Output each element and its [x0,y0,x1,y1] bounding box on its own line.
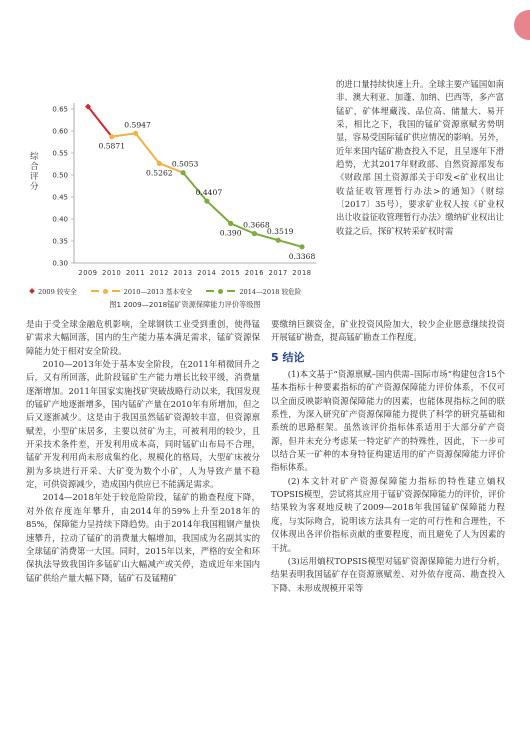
data-point [181,170,186,175]
page-corner-tab [514,10,530,40]
paragraph: (3)运用熵权TOPSIS模型对锰矿资源保障能力进行分析，结果表明我国锰矿存在资源禀赋差、对外依存度高、勘查投入下降、未形成规模开采等 [271,555,505,593]
x-tick-label: 2016 [244,269,265,277]
data-label: 0.3368 [288,251,316,261]
data-label: 0.5947 [124,120,151,130]
data-label: 0.390 [219,228,242,238]
y-tick-label: 0.35 [52,237,68,246]
y-tick-label: 0.45 [52,193,68,202]
x-tick-label: 2011 [125,269,146,277]
legend-marker-red [29,288,35,294]
chart-y-axis-label: 综合评分 [30,152,39,192]
y-tick-label: 0.60 [52,127,68,136]
right-column-text [271,318,505,595]
data-point [109,134,114,139]
legend-item-2010-2013 [91,286,193,296]
data-point [228,221,233,226]
legend-label-2010-2013: 2010—2013 基本安全 [123,288,193,296]
paragraph: 2010—2013年处于基本安全阶段，在2011年稍微回升之后，又有所回落，此阶段锰矿生产能力增长比较平缓，消费量逐渐增加。2011年国家实施找矿突破战略行动以来，我国发现的锰矿产地逐渐增多，国内锰矿产量在2010年有所增加，但之后又逐渐减少。这是由于我国虽然锰矿资源较丰富，但资源禀赋差，小型矿床居多，主要以贫矿为主，可被利用的较少，且开采技术条件差，开发利用成本高，同时锰矿山布局不合理，锰矿开发利用尚未形成集约化、规模化的格局，大型矿床被分割为多块进行开采、大矿变为数个小矿，人为导致产量不稳定，可供资源减少，造成国内供应已不能满足需求。 [26,359,260,490]
data-point [204,198,209,203]
data-label: 0.5053 [171,159,199,169]
legend-marker-orange [103,289,108,294]
x-tick-label: 2017 [268,269,288,277]
x-tick-label: 2009 [78,269,98,277]
y-tick-label: 0.30 [52,259,68,268]
legend-item-2014-2018 [206,286,301,296]
data-point [133,131,138,136]
y-tick-label: 0.65 [52,105,68,114]
x-tick-label: 2018 [292,269,312,277]
y-tick-label: 0.50 [52,171,68,180]
legend-marker-green [218,289,223,294]
data-point [299,244,304,249]
data-label: 0.5262 [146,168,173,178]
series-line [88,107,112,137]
section-heading-conclusion: 5 结论 [271,350,305,364]
legend-label-2014-2018: 2014—2018 较危险 [239,288,302,296]
legend-line-orange-right [112,290,120,292]
left-column-text [26,318,260,585]
x-tick-label: 2015 [221,269,241,277]
data-point [252,231,257,236]
data-point [276,238,281,243]
legend-label-2009: 2009 较安全 [38,288,77,296]
y-tick-label: 0.55 [52,149,68,158]
data-label: 0.3668 [243,220,270,230]
chart-legend [30,286,340,296]
data-point [157,161,162,166]
legend-line-orange [91,290,99,292]
paragraph: 要缴纳巨额资金，矿业投资风险加大，较少企业愿意继续投资开展锰矿勘查，提高锰矿勘查工作程度。 [271,319,505,343]
y-tick-label: 0.40 [52,215,68,224]
paragraph: (1)本文基于“资源禀赋–国内供需–国际市场”构建包含15个基本指标十种要素指标的矿产资源保障能力评价体系，不仅可以全面反映影响资源保障能力的因素，也能体现指标之间的联系性，为深入研究矿产资源保障能力提供了科学的研究基础和系统的思路框架。虽然该评价指标体系适用于大部分矿产资源，但并未充分考虑某一特定矿产的特殊性，因此，下一步可以结合某一矿种的本身特征构建适用的矿产资源保障能力评价指标体系。 [271,369,505,473]
paragraph: 2014—2018年处于较危险阶段，锰矿的勘查程度下降，对外依存度连年攀升，由2014年的59%上升至2018年的85%，保障能力呈持续下降趋势。由于2014年我国粗钢产量快速攀升，拉动了锰矿的消费量大幅增加，我国成为名副其实的全球锰矿消费第一大国。同时，2015年以来，严格的安全和环保执法导致我国许多锰矿山大幅减产或关停，造成近年来国内锰矿供给产量大幅下降，锰矿石及锰精矿 [26,492,260,583]
legend-line-green-right [227,290,235,292]
paragraph: 是由于受全球金融危机影响，全球钢铁工业受到重创，使得锰矿需求大幅回落，国内的生产能力基本满足需求，锰矿资源保障能力处于相对安全阶段。 [26,319,260,356]
x-tick-label: 2012 [149,269,169,277]
paragraph: 的进口量持续快速上升。全球主要产锰国如南非、澳大利亚、加蓬、加纳、巴西等，多产富锰矿，矿体埋藏浅、品位高、储量大、易开采，相比之下，我国的锰矿资源禀赋劣势明显，容易受国际锰矿供应情况的影响。另外，近年来国内锰矿勘查投入不足，且呈逐年下滑趋势，尤其2017年财政部、自然资源部发布《财政部 国土资源部关于印发<矿业权出让收益征收管理暂行办法>的通知》（财综〔2017〕35号），要求矿业权人按《矿业权出让收益征收管理暂行办法》缴纳矿业权出让收益之后，探矿权转采矿权时需 [336,79,504,236]
x-tick-label: 2014 [197,269,217,277]
data-label: 0.4407 [195,188,223,198]
x-tick-label: 2013 [173,269,193,277]
legend-line-green [206,290,214,292]
data-label: 0.5871 [98,141,126,151]
chart-svg [0,90,330,286]
x-tick-label: 2010 [102,269,122,277]
right-column-top-text [336,78,504,238]
paragraph: (2)本文针对矿产资源保障能力指标的特性建立熵权TOPSIS模型，尝试将其应用于锰矿资源保障能力的评价，评价结果较为客观地反映了2009—2018年我国锰矿保障能力程度，与实际吻合，说明该方法具有一定的可行性和合理性，不仅体现出各评价指标贡献的重要程度，而且避免了人为因素的干扰。 [271,475,505,553]
data-label: 0.3519 [266,227,294,237]
figure-caption: 图1 2009—2018锰矿资源保障能力评价等级图 [109,300,261,309]
legend-item-2009 [30,286,77,296]
